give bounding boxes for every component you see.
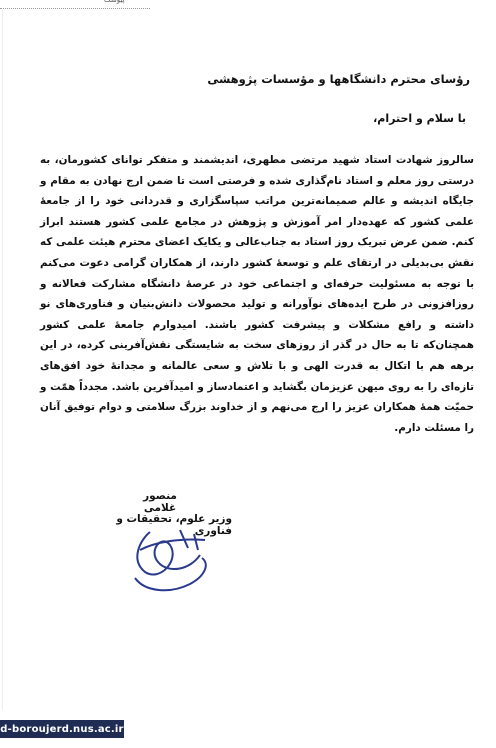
attachment-label: پیوست (104, 0, 125, 4)
letter-greeting: با سلام و احترام، (373, 112, 466, 125)
letter-body-paragraph: سالروز شهادت استاد شهید مرتضی مطهری، اندیشمند و متفکر توانای کشورمان، به درستی روز معلم و استاد نام‌گذاری شده و فرصتی است تا ضمن ارج نهادن به مقام و جایگاه اندیشه و عالم صمیمانه‌ترین مراتب سپاسگزاری و قدردانی خود را از جامعهٔ علمی کشور که عهده‌دار امر آموزش و پژوهش در مجامع علمی کشور هستند ابراز کنم. ضمن عرض تبریک روز استاد به جناب‌عالی و یکایک اعضای محترم هیئت علمی که نقش بی‌بدیلی در ارتقای علم و توسعهٔ کشور دارند، از همکاران گرامی دعوت می‌کنم با توجه به مسئولیت حرفه‌ای و اجتماعی خود در عرصهٔ دانشگاه مشارکت فعالانه و روزافزونی در طرح ایده‌های نوآورانه و تولید محصولات دانش‌بنیان و فناوری‌های نو داشته و رافع مشکلات و پیشرفت کشور باشند. امیدوارم جامعهٔ علمی کشور همچنان‌که تا به حال در گذر از روزهای سخت به شایستگی نقش‌آفرینی کرده، در این برهه هم با اتکال به قدرت الهی و با تلاش و سعی عالمانه و مجدانهٔ خود افق‌های تازه‌ای را به روی میهن عزیزمان بگشاید و اعتمادساز و امیدآفرین باشد. مجدداً همّت و حمیّت همهٔ همکاران عزیز را ارج می‌نهم و از خداوند بزرگ سلامتی و دوام توفیق آنان را مسئلت دارم. (40, 154, 474, 434)
signer-name: منصور غلامی (143, 490, 177, 514)
letter-body (40, 150, 474, 438)
handwritten-signature (110, 520, 240, 600)
signer-title: وزیر علوم، تحقیقات و فناوری (116, 513, 232, 537)
site-url-badge[interactable] (0, 720, 124, 738)
letter-recipient: رؤسای محترم دانشگاهها و مؤسسات پژوهشی (207, 72, 470, 86)
attachment-field (0, 0, 150, 9)
margin-rule (2, 10, 3, 710)
site-url[interactable]: d-boroujerd.nus.ac.ir (0, 723, 124, 735)
